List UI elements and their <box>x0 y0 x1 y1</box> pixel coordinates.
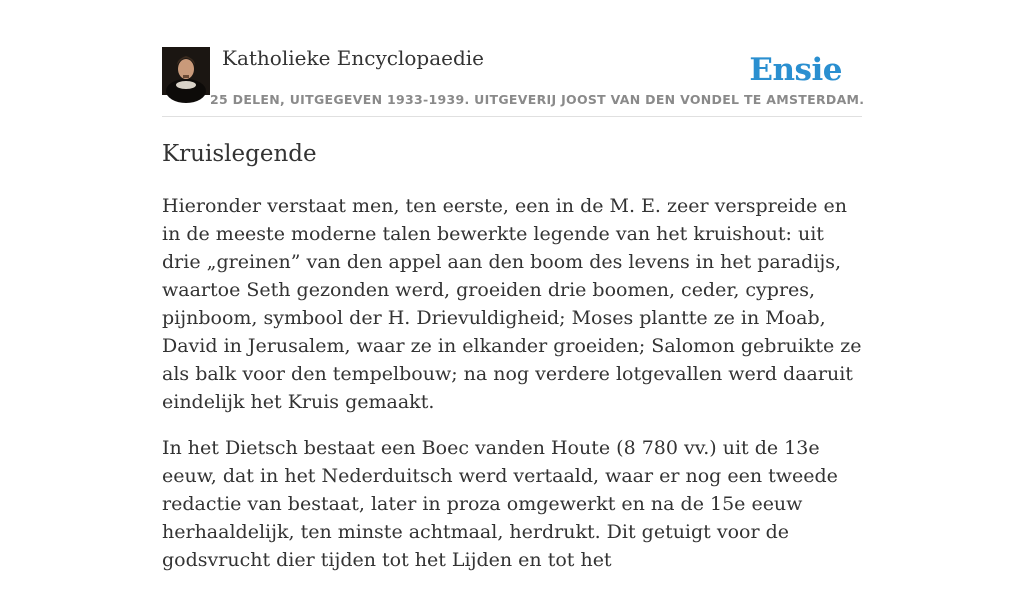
article-paragraph: In het Dietsch bestaat een Boec vanden Houte (8 780 vv.) uit de 13e eeuw, dat in het Nederduitsch werd vertaald, waar er nog een tweede redactie van bestaat, later in proza omgewerkt en na de 15e eeuw herhaaldelijk, ten minste achtmaal, herdrukt. Dit getuigt voor de godsvrucht dier tijden tot het Lijden en tot het <box>162 437 838 571</box>
brand-logo[interactable]: Ensie <box>749 52 842 88</box>
portrait-avatar-icon <box>162 47 210 95</box>
article <box>162 138 862 592</box>
publication-avatar[interactable] <box>162 47 210 95</box>
publication-subtitle: 25 DELEN, UITGEGEVEN 1933-1939. UITGEVERIJ JOOST VAN DEN VONDEL TE AMSTERDAM. <box>210 92 865 107</box>
publication-title[interactable]: Katholieke Encyclopaedie <box>222 46 484 70</box>
article-paragraph: Hieronder verstaat men, ten eerste, een in de M. E. zeer verspreide en in de meeste moderne talen bewerkte legende van het kruishout: uit drie „greinen” van den appel aan den boom des levens in het paradijs, waartoe Seth gezonden werd, groeiden drie boomen, ceder, cypres, pijnboom, symbool der H. Drievuldigheid; Moses plantte ze in Moab, David in Jerusalem, waar ze in elkander groeiden; Salomon gebruikte ze als balk voor den tempelbouw; na nog verdere lotgevallen werd daaruit eindelijk het Kruis gemaakt. <box>162 195 862 413</box>
article-title: Kruislegende <box>162 141 317 167</box>
site-header <box>162 46 865 117</box>
